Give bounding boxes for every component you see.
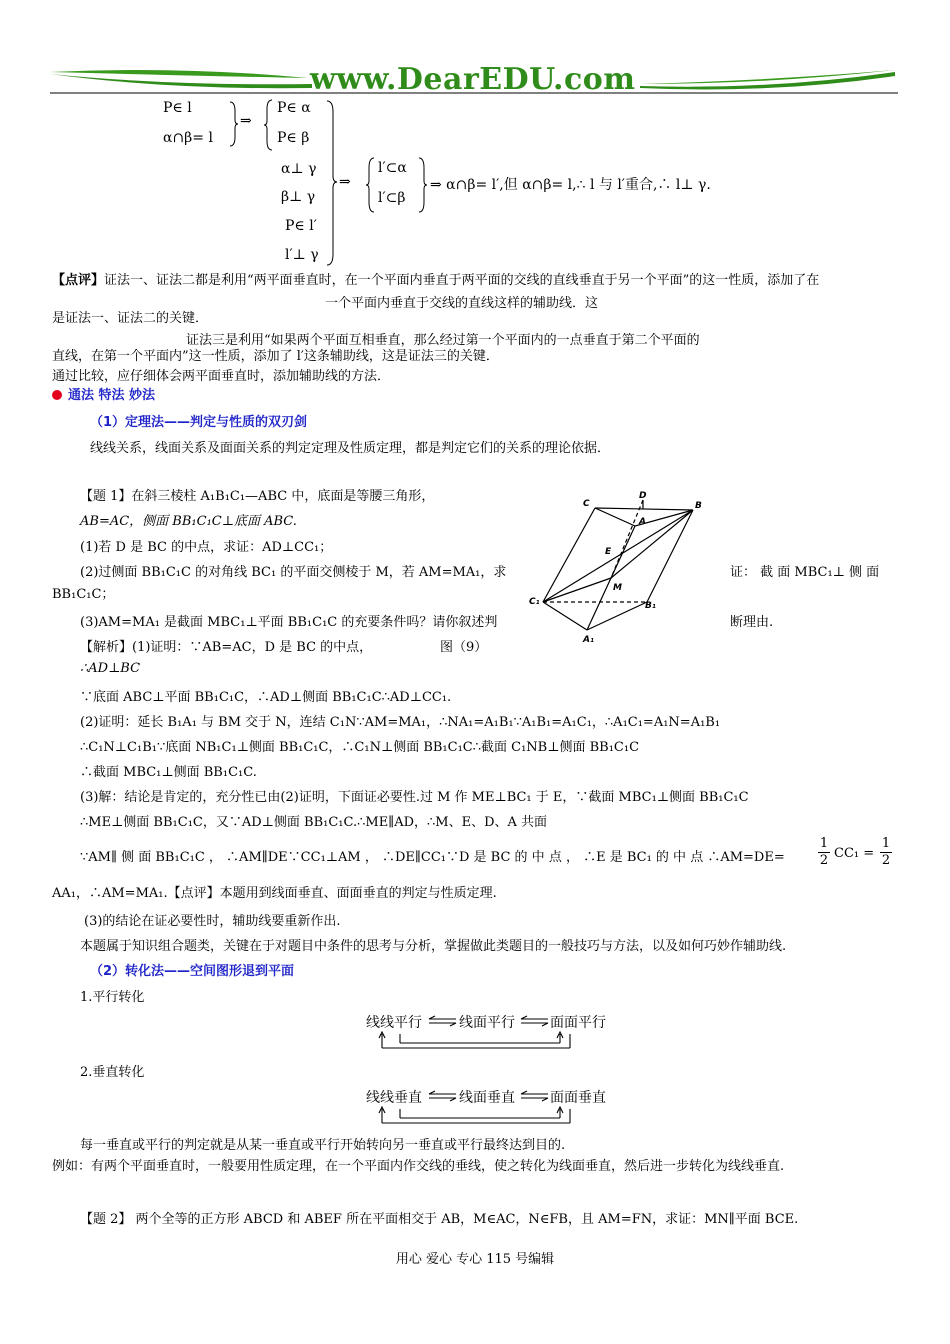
- solution-line-6: ∴截面 MBC₁⊥侧面 BB₁C₁C.: [80, 765, 257, 780]
- flow-vertical-1: 线线垂直: [366, 1090, 422, 1106]
- flow-parallel-2: 线面平行: [459, 1015, 515, 1031]
- problem-1-line-6b: 断理由.: [730, 615, 774, 630]
- proof-arrow-2: ⇒: [339, 174, 351, 190]
- solution-line-9: ∵AM∥ 侧 面 BB₁C₁C ， ∴AM∥DE∵CC₁⊥AM ， ∴DE∥CC₁∵D 是 BC 的 中 点 ， ∴E 是 BC₁ 的 中 点 ∴AM=DE=: [80, 850, 785, 865]
- section-heading: 通法 特法 妙法: [68, 388, 156, 403]
- edge-ca: [595, 508, 635, 526]
- label-a1: A₁: [583, 635, 594, 645]
- problem-1-line-1: 【题 1】在斜三棱柱 A₁B₁C₁—ABC 中，底面是等腰三角形，: [80, 489, 435, 504]
- proof-arrow-1: ⇒: [240, 113, 252, 129]
- solution-line-4: (2)证明：延长 B₁A₁ 与 BM 交于 N，连结 C₁N∵AM=MA₁，∴NA₁=A₁B₁∵A₁B₁=A₁C₁，∴A₁C₁=A₁N=A₁B₁: [80, 715, 721, 730]
- flow-parallel-1: 线线平行: [366, 1015, 422, 1031]
- solution-line-2: ∴AD⊥BC: [80, 661, 141, 676]
- solution-line-12: 本题属于知识组合题类，关键在于对题目中条件的思考与分析，掌握做此类题目的一般技巧与方法，以及如何巧妙作辅助线.: [80, 939, 787, 954]
- transform-text-2: 例如：有两个平面垂直时，一般要用性质定理，在一个平面内作交线的垂线，使之转化为线面垂直，然后进一步转化为线线垂直.: [52, 1159, 785, 1174]
- edge-cb: [595, 508, 693, 510]
- edge-a1b1: [587, 602, 647, 630]
- brace-right-3: [418, 157, 428, 213]
- proof-c3: P∈ l′: [285, 218, 317, 234]
- solution-line-3: ∵底面 ABC⊥平面 BB₁C₁C，∴AD⊥侧面 BB₁C₁C∴AD⊥CC₁.: [80, 690, 452, 705]
- figure-caption: 图（9）: [440, 640, 488, 655]
- prism-figure: [525, 490, 715, 645]
- solution-line-1: 【解析】(1)证明：∵AB=AC，D 是 BC 的中点，: [80, 640, 373, 655]
- proof-c2: β⊥ γ: [281, 189, 316, 205]
- transform-text-1: 每一垂直或平行的判定就是从某一垂直或平行开始转向另一垂直或平行最终达到目的.: [80, 1138, 566, 1153]
- comment-line-1: 证法一、证法二都是利用“两平面垂直时，在一个平面内垂直于两平面的交线的直线垂直于另一个平面”的这一性质，添加了在: [104, 273, 820, 288]
- fraction-1-den: 2: [819, 853, 829, 868]
- label-d: D: [639, 491, 647, 501]
- problem-1-line-4a: (2)过侧面 BB₁C₁C 的对角线 BC₁ 的平面交侧棱于 M，若 AM=MA₁，求: [80, 565, 507, 580]
- edge-cc1: [543, 508, 595, 602]
- label-c: C: [583, 499, 590, 509]
- label-a: A: [639, 517, 646, 527]
- label-b1: B₁: [645, 601, 656, 611]
- flow-parallel-arrows: [370, 1010, 610, 1052]
- subsection-1-text: 线线关系，线面关系及面面关系的判定定理及性质定理，都是判定它们的关系的理论依据．: [90, 441, 611, 456]
- flow-vertical-arrows: [370, 1085, 610, 1127]
- bullet-icon: [52, 390, 62, 400]
- problem-1-line-2: AB=AC，侧面 BB₁C₁C⊥底面 ABC.: [80, 514, 297, 529]
- flow-vertical-2: 线面垂直: [459, 1090, 515, 1106]
- fraction-2-num: 1: [881, 836, 891, 851]
- proof-b2: P∈ β: [277, 130, 310, 146]
- proof-d2: l′⊂β: [378, 190, 406, 206]
- flow-parallel-3: 面面平行: [550, 1015, 606, 1031]
- fraction-2: [880, 836, 892, 869]
- label-e: E: [605, 547, 612, 557]
- site-logo[interactable]: www.DearEDU.com: [310, 62, 636, 97]
- problem-2: 【题 2】 两个全等的正方形 ABCD 和 ABEF 所在平面相交于 AB，M∈AC，N∈FB，且 AM=FN，求证：MN∥平面 BCE.: [80, 1212, 799, 1227]
- problem-1-line-4b: 证： 截 面 MBC₁⊥ 侧 面: [730, 565, 880, 580]
- solution-line-5: ∴C₁N⊥C₁B₁∵底面 NB₁C₁⊥侧面 BB₁C₁C，∴C₁N⊥侧面 BB₁C₁C∴截面 C₁NB⊥侧面 BB₁C₁C: [80, 740, 640, 755]
- flow-vertical-3: 面面垂直: [550, 1090, 606, 1106]
- solution-line-8: ∴ME⊥侧面 BB₁C₁C，又∵AD⊥侧面 BB₁C₁C.∴ME∥AD，∴M、E、D、A 共面: [80, 815, 548, 830]
- fraction-2-den: 2: [881, 853, 891, 868]
- comment-line-6: 通过比较，应仔细体会两平面垂直时，添加辅助线的方法．: [52, 369, 391, 384]
- proof-b1: P∈ α: [277, 100, 311, 116]
- parallel-transform-label: 1.平行转化: [80, 990, 145, 1005]
- proof-c4: l′⊥ γ: [285, 247, 319, 263]
- comment-tag: 【点评】: [52, 273, 105, 288]
- problem-1-line-3: (1)若 D 是 BC 的中点，求证：AD⊥CC₁；: [80, 540, 333, 555]
- label-c1: C₁: [529, 597, 540, 607]
- proof-d1: l′⊂α: [378, 160, 407, 176]
- label-b: B: [695, 501, 702, 511]
- comment-line-5: 直线，在第一个平面内”这一性质，添加了 l′这条辅助线，这是证法三的关键．: [52, 349, 499, 364]
- label-m: M: [613, 583, 622, 593]
- vertical-transform-label: 2.垂直转化: [80, 1065, 145, 1080]
- proof-a2: α∩β= l: [163, 130, 213, 146]
- brace-left-2: [365, 157, 375, 213]
- line-dm-dashed: [611, 500, 643, 578]
- comment-line-3: 是证法一、证法二的关键．: [52, 311, 209, 326]
- comment-line-4: 证法三是利用“如果两个平面互相垂直，那么经过第一个平面内的一点垂直于第二个平面的: [186, 333, 700, 348]
- solution-line-11: (3)的结论在证必要性时，辅助线要重新作出.: [84, 914, 341, 929]
- brace-right-2: [326, 100, 338, 266]
- fraction-1: [818, 836, 830, 869]
- solution-line-7: (3)解：结论是肯定的，充分性已由(2)证明，下面证必要性.过 M 作 ME⊥BC₁ 于 E，∵截面 MBC₁⊥侧面 BB₁C₁C: [80, 790, 749, 805]
- solution-line-10: AA₁，∴AM=MA₁.【点评】本题用到线面垂直、面面垂直的判定与性质定理.: [52, 886, 497, 901]
- proof-c1: α⊥ γ: [281, 161, 317, 177]
- proof-a1: P∈ l: [163, 100, 192, 116]
- subsection-1-title: （1）定理法——判定与性质的双刃剑: [90, 415, 308, 430]
- proof-conclusion: ⇒ α∩β= l′,但 α∩β= l,∴ l 与 l′重合,∴ l⊥ γ.: [430, 177, 711, 193]
- brace-right-1: [229, 101, 239, 147]
- fraction-1-num: 1: [819, 836, 829, 851]
- edge-c1a1: [543, 602, 587, 630]
- problem-1-line-6a: (3)AM=MA₁ 是截面 MBC₁⊥平面 BB₁C₁C 的充要条件吗？请你叙述判: [80, 615, 498, 630]
- page-footer: 用心 爱心 专心 115 号编辑: [395, 1252, 555, 1267]
- subsection-2-title: （2）转化法——空间图形退到平面: [90, 964, 295, 979]
- comment-line-2: 一个平面内垂直于交线的直线这样的辅助线．这: [325, 296, 599, 311]
- brace-left-1: [263, 99, 273, 151]
- solution-line-9-mid: CC₁ =: [834, 846, 875, 861]
- problem-1-line-5: BB₁C₁C；: [52, 587, 115, 602]
